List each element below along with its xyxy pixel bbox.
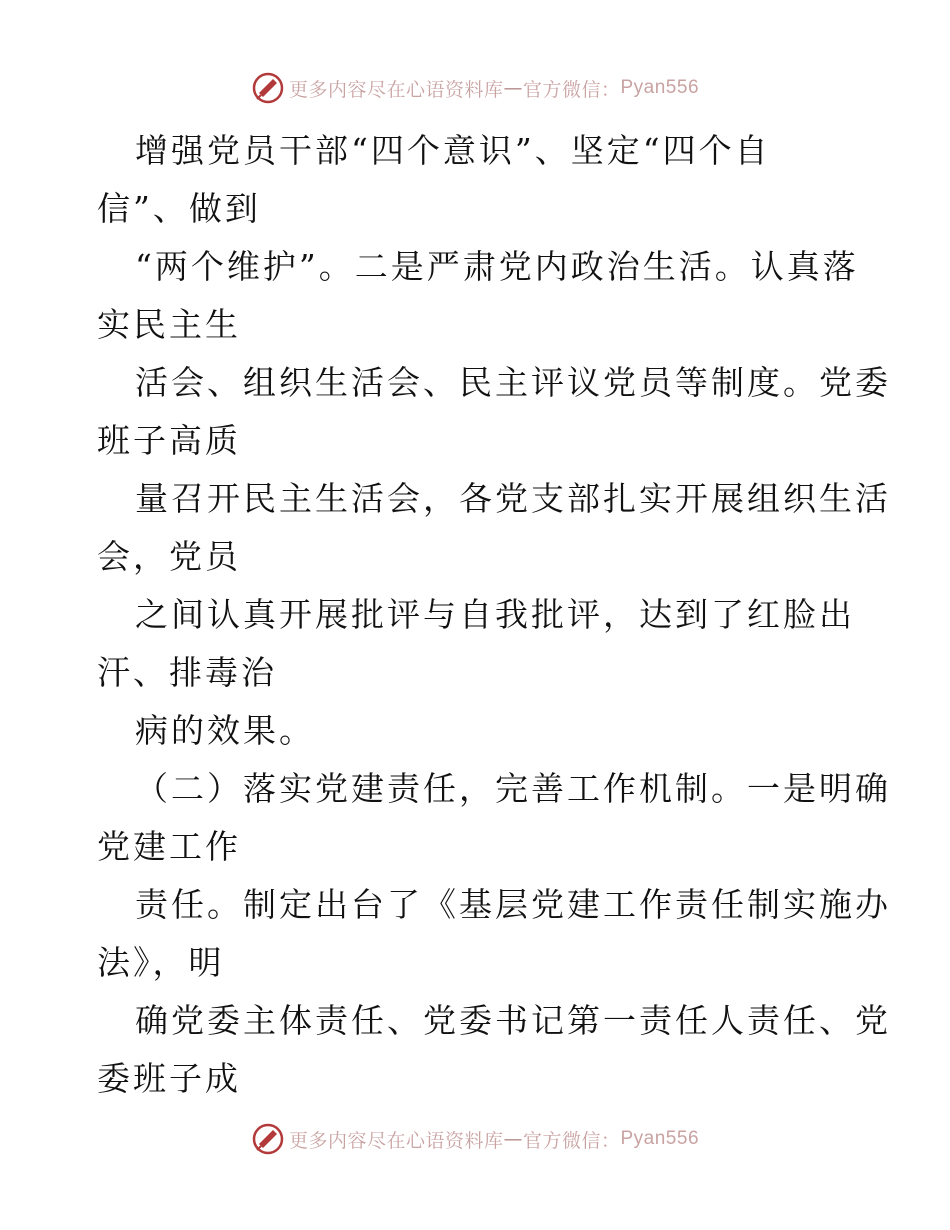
text-line: 汗、排毒治 (97, 653, 277, 692)
text-line: 信”、做到 (97, 189, 261, 228)
text-line: 班子高质 (97, 421, 241, 460)
text-line: 委班子成 (97, 1059, 241, 1098)
watermark-footer (0, 1122, 950, 1156)
logo-icon (251, 1122, 285, 1156)
text-line: 党建工作 (97, 827, 241, 866)
logo-icon (251, 71, 285, 105)
watermark-wechat-label: 官方微信： (522, 78, 621, 101)
watermark-header (0, 71, 950, 105)
text-line: 病的效果。 (135, 711, 315, 750)
text-line: 之间认真开展批评与自我批评，达到了红脸出 (135, 595, 855, 634)
watermark-main-text: 更多内容尽在心语资料库 (288, 1129, 504, 1152)
watermark-wechat-id: Pyan556 (620, 1128, 700, 1149)
watermark-wechat-id: Pyan556 (620, 77, 700, 98)
watermark-dash: — (503, 77, 523, 99)
text-line: （二）落实党建责任，完善工作机制。一是明确 (135, 769, 891, 808)
watermark-main-text: 更多内容尽在心语资料库 (288, 78, 504, 101)
text-line: 实民主生 (97, 305, 241, 344)
text-line: 法》，明 (97, 943, 225, 982)
text-line: 会，党员 (97, 537, 241, 576)
text-line: 确党委主体责任、党委书记第一责任人责任、党 (135, 1001, 891, 1040)
text-line: 活会、组织生活会、民主评议党员等制度。党委 (135, 363, 891, 402)
text-line: 增强党员干部“四个意识”、坚定“四个自 (135, 131, 771, 170)
watermark-wechat-label: 官方微信： (522, 1129, 621, 1152)
text-line: 责任。制定出台了《基层党建工作责任制实施办 (135, 885, 891, 924)
text-line: 量召开民主生活会，各党支部扎实开展组织生活 (135, 479, 891, 518)
document-body (97, 122, 891, 1108)
text-line: “两个维护”。二是严肃党内政治生活。认真落 (135, 247, 859, 286)
watermark-dash: — (503, 1128, 523, 1150)
